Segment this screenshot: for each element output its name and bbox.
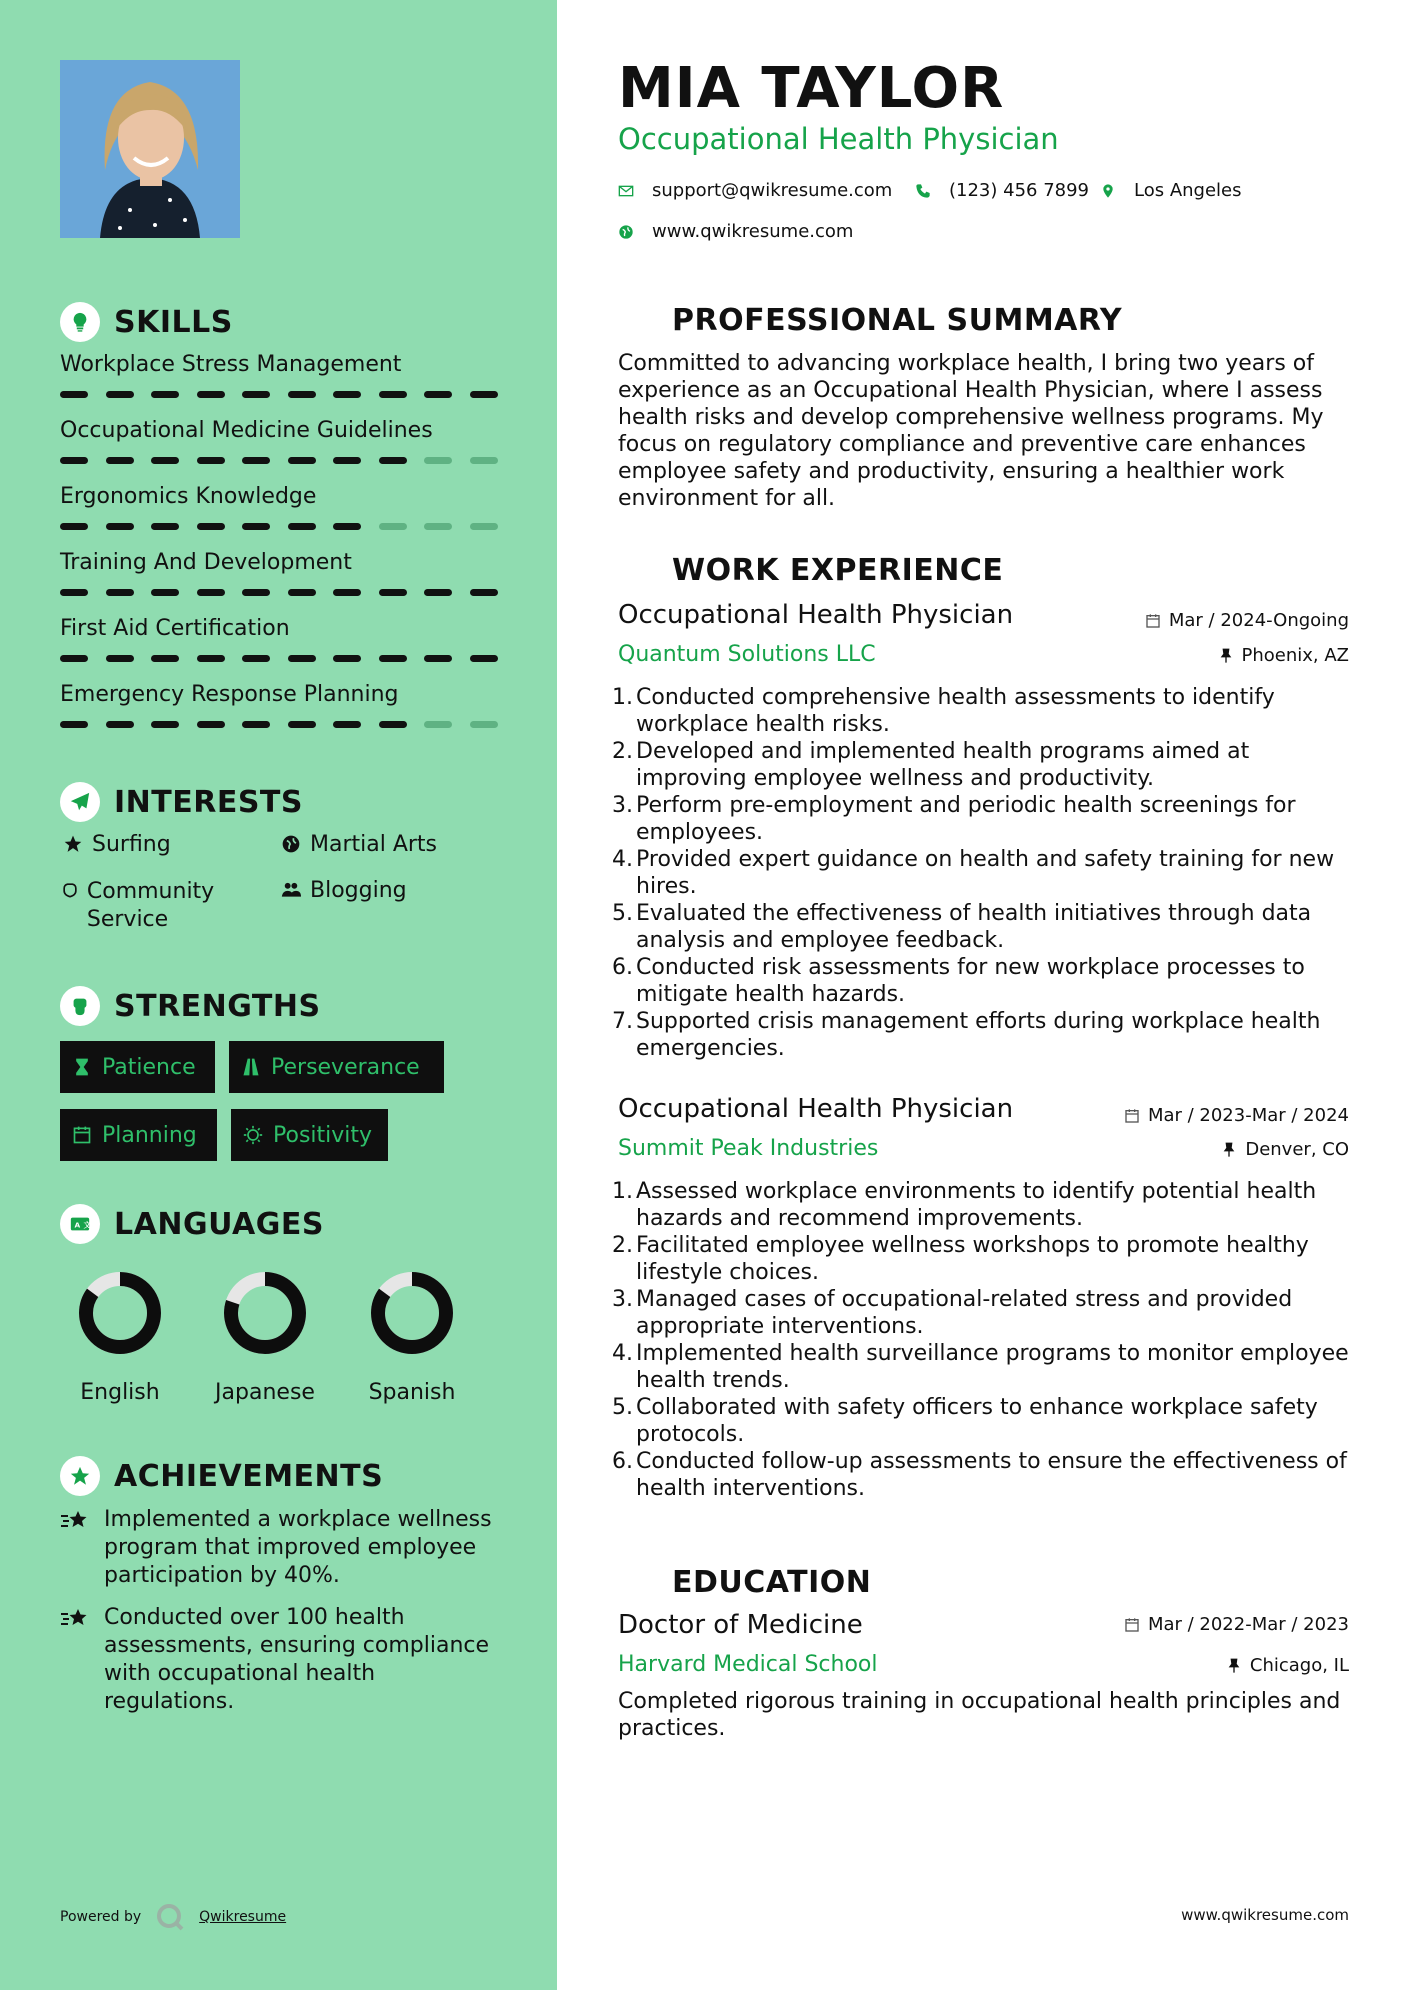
- duty-item: [612, 1008, 1358, 1062]
- duty-item: [612, 1394, 1358, 1448]
- job-dates: Mar / 2023-Mar / 2024: [1124, 1105, 1349, 1126]
- powered-by: Powered by Qwikresume: [60, 1902, 286, 1932]
- skill-dot: [424, 589, 452, 596]
- interest-item: Blogging: [278, 878, 407, 903]
- education-heading: EDUCATION: [618, 1562, 871, 1602]
- skill-item: Occupational Medicine Guidelines: [60, 418, 500, 464]
- skill-dot: [60, 457, 88, 464]
- svg-text:A 文: A 文: [74, 1220, 91, 1230]
- lightbulb-icon: [60, 302, 100, 342]
- duty-number: 1.: [612, 1179, 633, 1204]
- skill-dot: [106, 523, 134, 530]
- skill-dot: [60, 721, 88, 728]
- skill-dot: [288, 721, 316, 728]
- education-description: Completed rigorous training in occupational health principles and practices.: [618, 1689, 1341, 1741]
- user-icon: [618, 300, 658, 340]
- skill-rating: [60, 589, 498, 596]
- skill-dot: [379, 721, 407, 728]
- duty-number: 2.: [612, 1233, 633, 1258]
- duty-item: [612, 792, 1358, 846]
- duty-number: 4.: [612, 1341, 633, 1366]
- award-star-icon: [60, 1456, 100, 1496]
- skill-dot: [197, 457, 225, 464]
- education-dates: Mar / 2022-Mar / 2023: [1124, 1614, 1349, 1635]
- duty-text: Implemented health surveillance programs to monitor employee health trends.: [636, 1341, 1349, 1393]
- skill-dot: [242, 655, 270, 662]
- duty-item: [612, 1340, 1358, 1394]
- skill-dot: [197, 391, 225, 398]
- candidate-title: Occupational Health Physician: [618, 122, 1059, 156]
- pin-icon: [1221, 1142, 1237, 1158]
- skill-item: First Aid Certification: [60, 616, 500, 662]
- duty-text: Collaborated with safety officers to enhance workplace safety protocols.: [636, 1395, 1318, 1447]
- education-location: Chicago, IL: [1226, 1655, 1349, 1676]
- skill-item: Ergonomics Knowledge: [60, 484, 500, 530]
- skill-rating: [60, 523, 498, 530]
- skill-dot: [106, 721, 134, 728]
- duty-text: Facilitated employee wellness workshops to promote healthy lifestyle choices.: [636, 1233, 1309, 1285]
- duty-text: Conducted follow-up assessments to ensure the effectiveness of health interventions.: [636, 1449, 1347, 1501]
- skill-dot: [379, 589, 407, 596]
- skill-dot: [288, 523, 316, 530]
- skill-dot: [106, 391, 134, 398]
- skill-dot: [242, 721, 270, 728]
- company-name: Quantum Solutions LLC: [618, 642, 876, 667]
- strengths-heading: STRENGTHS: [60, 986, 321, 1026]
- profile-photo: [60, 60, 240, 238]
- skill-dot: [288, 589, 316, 596]
- skill-dot: [379, 523, 407, 530]
- skill-dot: [288, 391, 316, 398]
- degree-title: Doctor of Medicine: [618, 1610, 863, 1640]
- calendar-icon: [1124, 1617, 1140, 1633]
- interest-item: Martial Arts: [278, 832, 437, 857]
- shooting-star-icon: [60, 1604, 104, 1716]
- skill-dot: [470, 391, 498, 398]
- skill-dot: [470, 523, 498, 530]
- strength-tag: Planning: [60, 1109, 217, 1161]
- hand-icon: [60, 878, 81, 934]
- skill-dot: [288, 655, 316, 662]
- duty-item: [612, 954, 1358, 1008]
- language-icon: [60, 1204, 100, 1244]
- fist-icon: [60, 986, 100, 1026]
- skill-rating: [60, 655, 498, 662]
- skill-dot: [151, 391, 179, 398]
- globe-icon: [618, 224, 634, 240]
- languages-heading: A 文 LANGUAGES: [60, 1204, 324, 1244]
- duty-number: 7.: [612, 1009, 633, 1034]
- graduate-icon: [618, 1562, 658, 1602]
- skill-rating: [60, 721, 498, 728]
- pin-icon: [1226, 1658, 1242, 1674]
- skill-dot: [470, 589, 498, 596]
- skill-dot: [60, 523, 88, 530]
- duty-number: 4.: [612, 847, 633, 872]
- skill-dot: [424, 457, 452, 464]
- skill-dot: [333, 655, 361, 662]
- email-link[interactable]: support@qwikresume.com: [652, 180, 893, 201]
- duty-text: Assessed workplace environments to identify potential health hazards and recommend improvements.: [636, 1179, 1317, 1231]
- skill-dot: [424, 391, 452, 398]
- language-item: Japanese: [195, 1268, 335, 1405]
- skill-dot: [151, 523, 179, 530]
- map-marker-icon: [1100, 183, 1116, 199]
- skill-dot: [197, 655, 225, 662]
- skill-dot: [424, 655, 452, 662]
- duty-text: Developed and implemented health programs aimed at improving employee wellness and productivity.: [636, 739, 1250, 791]
- interest-item: Surfing: [60, 832, 171, 857]
- duty-number: 6.: [612, 955, 633, 980]
- globe-icon: [278, 832, 304, 857]
- skill-dot: [106, 457, 134, 464]
- skill-dot: [106, 655, 134, 662]
- skill-dot: [379, 655, 407, 662]
- school-name: Harvard Medical School: [618, 1652, 878, 1677]
- footer-website[interactable]: www.qwikresume.com: [1181, 1906, 1349, 1924]
- calendar-icon: [1124, 1108, 1140, 1124]
- duty-number: 6.: [612, 1449, 633, 1474]
- skill-dot: [379, 391, 407, 398]
- duty-text: Provided expert guidance on health and safety training for new hires.: [636, 847, 1335, 899]
- calendar-icon: [72, 1125, 92, 1145]
- skill-dot: [106, 589, 134, 596]
- skill-item: Training And Development: [60, 550, 500, 596]
- skill-dot: [151, 721, 179, 728]
- strength-tag: Perseverance: [229, 1041, 444, 1093]
- skill-dot: [379, 457, 407, 464]
- duty-text: Conducted comprehensive health assessments to identify workplace health risks.: [636, 685, 1275, 737]
- duty-number: 3.: [612, 1287, 633, 1312]
- duty-item: [612, 1448, 1358, 1502]
- skill-dot: [424, 523, 452, 530]
- duty-text: Evaluated the effectiveness of health initiatives through data analysis and employee feedback.: [636, 901, 1312, 953]
- language-item: Spanish: [342, 1268, 482, 1405]
- duty-item: [612, 846, 1358, 900]
- job-duties: [612, 1178, 1358, 1502]
- brand-link[interactable]: Qwikresume: [199, 1909, 287, 1925]
- duty-item: [612, 738, 1358, 792]
- skill-rating: [60, 457, 498, 464]
- shooting-star-icon: [60, 1506, 104, 1590]
- skill-dot: [197, 721, 225, 728]
- skill-dot: [60, 655, 88, 662]
- skill-dot: [333, 457, 361, 464]
- skill-dot: [470, 655, 498, 662]
- qwikresume-logo-icon: [155, 1902, 185, 1932]
- road-icon: [241, 1057, 261, 1077]
- duty-text: Managed cases of occupational-related stress and provided appropriate interventions.: [636, 1287, 1293, 1339]
- summary-heading: PROFESSIONAL SUMMARY: [618, 300, 1122, 340]
- skill-dot: [288, 457, 316, 464]
- summary-text: Committed to advancing workplace health, I bring two years of experience as an Occupational Health Physician, where I assess health risks and develop comprehensive wellness programs. My focus on regulatory compliance and preventive care enhances employee safety and productivity, ensuring a healthier work environment for all.: [618, 351, 1324, 511]
- language-gauge: [367, 1268, 457, 1358]
- candidate-name: MIA TAYLOR: [618, 56, 1005, 121]
- interests-heading: INTERESTS: [60, 782, 303, 822]
- duty-text: Perform pre-employment and periodic health screenings for employees.: [636, 793, 1296, 845]
- skill-dot: [197, 589, 225, 596]
- skill-dot: [424, 721, 452, 728]
- skill-item: Emergency Response Planning: [60, 682, 500, 728]
- contact-website: [618, 221, 853, 242]
- company-name: Summit Peak Industries: [618, 1136, 879, 1161]
- job-location: Denver, CO: [1221, 1139, 1349, 1160]
- skill-dot: [151, 457, 179, 464]
- skill-dot: [333, 391, 361, 398]
- job-title: Occupational Health Physician: [618, 1094, 1014, 1124]
- job-title: Occupational Health Physician: [618, 600, 1014, 630]
- strength-tag: Positivity: [231, 1109, 388, 1161]
- skill-dot: [242, 391, 270, 398]
- users-icon: [278, 878, 304, 903]
- skill-rating: [60, 391, 498, 398]
- duty-number: 5.: [612, 901, 633, 926]
- language-gauge: [75, 1268, 165, 1358]
- skills-heading: SKILLS: [60, 302, 233, 342]
- pin-icon: [1218, 648, 1234, 664]
- website-link[interactable]: www.qwikresume.com: [652, 221, 854, 242]
- strength-tag: Patience: [60, 1041, 215, 1093]
- phone-icon: [915, 183, 931, 199]
- skill-dot: [197, 523, 225, 530]
- achievement-item: Implemented a workplace wellness program that improved employee participation by 40%.: [60, 1506, 500, 1590]
- duty-item: [612, 900, 1358, 954]
- skill-dot: [242, 457, 270, 464]
- duty-item: [612, 1178, 1358, 1232]
- duty-number: 3.: [612, 793, 633, 818]
- skill-dot: [470, 457, 498, 464]
- calendar-icon: [1145, 613, 1161, 629]
- briefcase-chair-icon: [618, 550, 658, 590]
- contact-location: Los Angeles: [1100, 180, 1242, 201]
- language-item: English: [50, 1268, 190, 1405]
- sidebar: [0, 0, 557, 1990]
- job-location: Phoenix, AZ: [1218, 645, 1350, 666]
- envelope-icon: [618, 183, 634, 199]
- duty-text: Supported crisis management efforts during workplace health emergencies.: [636, 1009, 1321, 1061]
- experience-heading: WORK EXPERIENCE: [618, 550, 1003, 590]
- skill-dot: [242, 523, 270, 530]
- duty-item: [612, 1232, 1358, 1286]
- language-gauge: [220, 1268, 310, 1358]
- duty-item: [612, 1286, 1358, 1340]
- skill-dot: [333, 721, 361, 728]
- skill-dot: [333, 523, 361, 530]
- achievements-heading: ACHIEVEMENTS: [60, 1456, 383, 1496]
- skill-dot: [151, 655, 179, 662]
- contact-email: [618, 180, 892, 201]
- duty-text: Conducted risk assessments for new workplace processes to mitigate health hazards.: [636, 955, 1305, 1007]
- sun-icon: [243, 1125, 263, 1145]
- job-dates: Mar / 2024-Ongoing: [1145, 610, 1349, 631]
- contact-phone: (123) 456 7899: [915, 180, 1089, 201]
- skill-item: Workplace Stress Management: [60, 352, 500, 398]
- paper-plane-icon: [60, 782, 100, 822]
- skill-dot: [470, 721, 498, 728]
- skill-dot: [60, 391, 88, 398]
- duty-item: [612, 684, 1358, 738]
- duty-number: 1.: [612, 685, 633, 710]
- skill-dot: [151, 589, 179, 596]
- interest-item: Community Service: [60, 878, 260, 934]
- skill-dot: [333, 589, 361, 596]
- duty-number: 5.: [612, 1395, 633, 1420]
- skill-dot: [242, 589, 270, 596]
- hourglass-icon: [72, 1057, 92, 1077]
- job-duties: [612, 684, 1358, 1062]
- skill-dot: [60, 589, 88, 596]
- achievement-item: Conducted over 100 health assessments, ensuring compliance with occupational health regulations.: [60, 1604, 500, 1716]
- star-icon: [60, 832, 86, 857]
- duty-number: 2.: [612, 739, 633, 764]
